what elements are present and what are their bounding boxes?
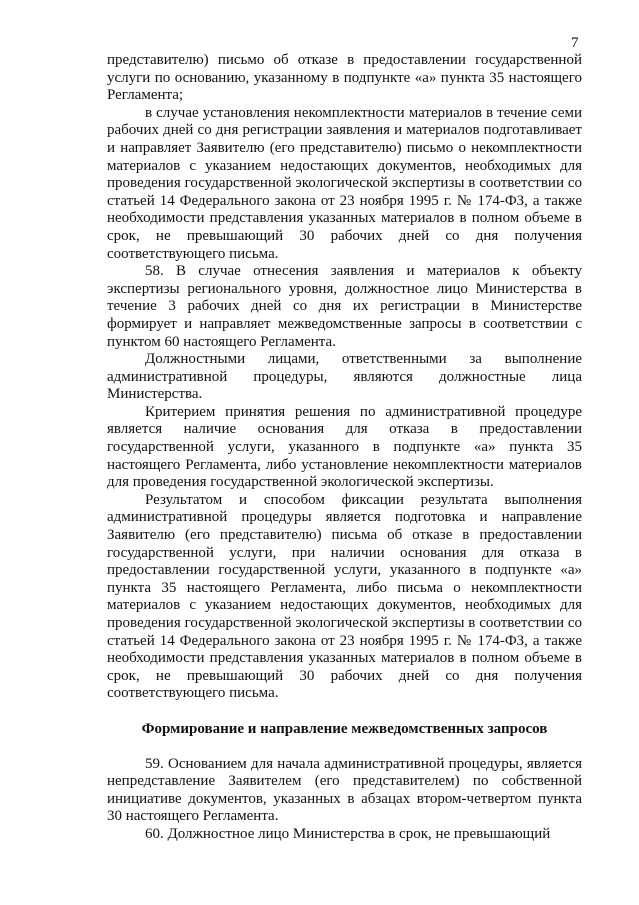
paragraph-responsible-officials: Должностными лицами, ответственными за выполнение административной процедуры, являются должностные лица Министерства. [107,351,582,403]
paragraph-result-fixation: Результатом и способом фиксации результата выполнения административной процедуры является подготовка и направление Заявителю (его представителю) письма об отказе в предоставлении государственной услуги, при наличии основания для отказа в предоставлении государственной услуги, указанного в подпункте «а» пункта 35 настоящего Регламента, либо письма о некомплектности материалов с указанием недостающих документов, необходимых для проведения государственной экологической экспертизы в соответствии со статьей 14 Федерального закона от 23 ноября 1995 г. № 174-ФЗ, а также необходимости представления указанных материалов в полном объеме в срок, не превышающий 30 рабочих дней со дня получения соответствующего письма. [107,491,582,702]
paragraph-continuation: представителю) письмо об отказе в предоставлении государственной услуги по основанию, указанному в подпункте «а» пункта 35 настоящего Регламента; [107,52,582,104]
document-body [107,52,582,844]
page-number: 7 [571,35,579,51]
paragraph-incompleteness: в случае установления некомплектности материалов в течение семи рабочих дней со дня регистрации заявления и материалов подготавливает и направляет Заявителю (его представителю) письмо о некомплектности материалов с указанием недостающих документов, необходимых для проведения государственной экологической экспертизы в соответствии со статьей 14 Федерального закона от 23 ноября 1995 г. № 174-ФЗ, а также необходимости представления указанных материалов в полном объеме в срок, не превышающий 30 рабочих дней со дня получения соответствующего письма. [107,104,582,262]
paragraph-decision-criterion: Критерием принятия решения по административной процедуре является наличие основания для отказа в предоставлении государственной услуги, указанного в подпункте «а» пункта 35 настоящего Регламента, либо установление некомплектности материалов для проведения государственной экологической экспертизы. [107,403,582,491]
paragraph-58: 58. В случае отнесения заявления и материалов к объекту экспертизы регионального уровня, должностное лицо Министерства в течение 3 рабочих дней со дня их регистрации в Министерстве формирует и направляет межведомственные запросы в соответствии с пунктом 60 настоящего Регламента. [107,263,582,350]
paragraph-60: 60. Должностное лицо Министерства в срок, не превышающий [145,825,551,842]
paragraph-59: 59. Основанием для начала административной процедуры, является непредставление Заявителем (его представителем) по собственной инициативе документов, указанных в абзацах втором-четвертом пункта 30 настоящего Регламента. [107,755,582,825]
section-heading: Формирование и направление межведомственных запросов [141,720,548,737]
